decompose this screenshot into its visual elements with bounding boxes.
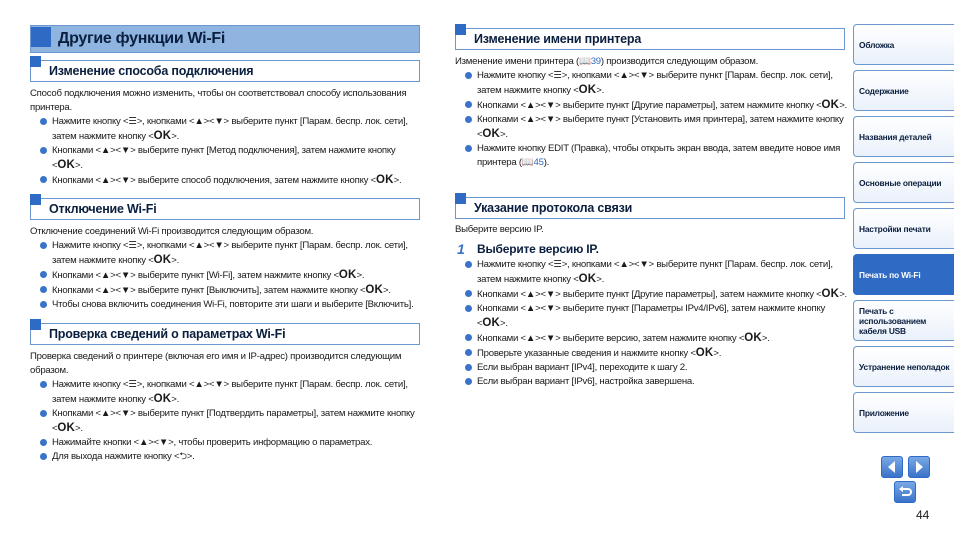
section-title-change-method: Изменение способа подключения xyxy=(30,60,420,82)
bullet-text: >. xyxy=(761,333,770,344)
step-heading: 1 Выберите версию IP. xyxy=(457,241,599,257)
page-ref-link[interactable]: 📖45 xyxy=(521,157,544,168)
nav-tab-usb-printing[interactable]: Печать с использованием кабеля USB xyxy=(853,300,954,341)
section-square-icon xyxy=(30,56,41,67)
bullet-dot-icon xyxy=(40,453,47,460)
section-square-icon xyxy=(30,194,41,205)
ok-button-label: OK xyxy=(153,393,172,405)
page-number: 44 xyxy=(916,508,930,522)
nav-tab-part-names[interactable]: Названия деталей xyxy=(853,116,954,157)
bullet-item xyxy=(455,346,847,361)
bullet-text: Кнопками <▲><▼> выберите версию, затем нажмите кнопку < xyxy=(477,333,745,344)
nav-tab-appendix[interactable]: Приложение xyxy=(853,392,954,433)
bullet-dot-icon xyxy=(465,364,472,371)
bullet-text: Нажмите кнопку < xyxy=(477,70,554,81)
bullet-text: Кнопками <▲><▼> выберите способ подключения, затем нажмите кнопку < xyxy=(52,175,376,186)
bullet-text: >, кнопками <▲><▼> выберите пункт [Парам. беспр. лок. сети], затем нажмите кнопку < xyxy=(52,116,408,142)
bullet-item xyxy=(30,436,422,450)
section-square-icon xyxy=(30,319,41,330)
section-square-icon xyxy=(455,193,466,204)
bullet-text: Кнопками <▲><▼> выберите пункт [Другие параметры], затем нажмите кнопку < xyxy=(477,100,822,111)
bullet-text: >. xyxy=(500,129,508,140)
menu-button-icon: ☰ xyxy=(128,240,137,251)
bullet-dot-icon xyxy=(40,176,47,183)
bullet-item xyxy=(455,142,847,170)
nav-tab-basic-operations[interactable]: Основные операции xyxy=(853,162,954,203)
ok-button-label: OK xyxy=(57,422,76,434)
bullet-dot-icon xyxy=(40,439,47,446)
ok-button-label: OK xyxy=(365,284,384,296)
bullet-text: >. xyxy=(839,100,847,111)
bullet-text: >. xyxy=(500,318,508,329)
section-square-icon xyxy=(455,24,466,35)
page-title xyxy=(30,25,420,53)
bullet-text: Если выбран вариант [IPv6], настройка завершена. xyxy=(477,376,695,387)
bullet-text: >. xyxy=(596,274,605,285)
return-button[interactable] xyxy=(894,481,916,503)
ok-button-label: OK xyxy=(153,130,172,142)
menu-button-icon: ☰ xyxy=(128,379,137,390)
bullet-item xyxy=(30,144,422,173)
ok-button-label: OK xyxy=(482,317,501,329)
bullet-dot-icon xyxy=(40,147,47,154)
bullet-text: >. xyxy=(356,270,365,281)
bullet-text: >. xyxy=(171,255,180,266)
nav-tab-contents[interactable]: Содержание xyxy=(853,70,954,111)
ok-button-label: OK xyxy=(482,128,501,140)
section-body-check-settings xyxy=(30,350,422,464)
section-title-check-settings: Проверка сведений о параметрах Wi-Fi xyxy=(30,323,420,345)
bullet-dot-icon xyxy=(465,349,472,356)
section-intro: Проверка сведений о принтере (включая его имя и IP-адрес) производится следующим образом. xyxy=(30,351,402,376)
bullet-text: >, кнопками <▲><▼> выберите пункт [Парам. беспр. лок. сети], затем нажмите кнопку < xyxy=(477,70,833,96)
bullet-item xyxy=(30,378,422,407)
bullet-list xyxy=(30,378,422,464)
nav-tab-troubleshooting[interactable]: Устранение неполадок xyxy=(853,346,954,387)
bullet-text: Кнопками <▲><▼> выберите пункт [Метод подключения], затем нажмите кнопку < xyxy=(52,145,396,171)
ok-button-label: OK xyxy=(338,269,357,281)
next-page-button[interactable] xyxy=(908,456,930,478)
ok-button-label: OK xyxy=(578,273,597,285)
menu-button-icon: ⮌ xyxy=(179,451,187,462)
bullet-text: Кнопками <▲><▼> выберите пункт [Подтвердить параметры], затем нажмите кнопку < xyxy=(52,408,415,434)
section-body-change-method xyxy=(30,87,422,188)
page-ref-link[interactable]: 📖39 xyxy=(578,56,601,67)
bullet-text: >. xyxy=(75,160,83,171)
bullet-list xyxy=(455,69,847,170)
bullet-dot-icon xyxy=(40,301,47,308)
ok-button-label: OK xyxy=(695,347,714,359)
bullet-text: Кнопками <▲><▼> выберите пункт [Параметры IPv4/IPv6], затем нажмите кнопку < xyxy=(477,303,826,329)
ok-button-label: OK xyxy=(821,99,840,111)
bullet-text: Нажимайте кнопки <▲><▼>, чтобы проверить информацию о параметрах. xyxy=(52,437,373,448)
bullet-text: Чтобы снова включить соединения Wi-Fi, повторите эти шаги и выберите [Включить]. xyxy=(52,299,414,310)
bullet-text: Нажмите кнопку < xyxy=(52,116,129,127)
bullet-dot-icon xyxy=(465,116,472,123)
menu-button-icon: ☰ xyxy=(553,259,562,270)
bullet-text: >. xyxy=(383,285,391,296)
bullet-text: Нажмите кнопку < xyxy=(52,240,129,251)
bullet-dot-icon xyxy=(465,145,472,152)
section-intro: Способ подключения можно изменить, чтобы он соответствовал способу использования принтера. xyxy=(30,88,407,113)
menu-button-icon: ☰ xyxy=(553,70,562,81)
bullet-list xyxy=(30,239,422,312)
bullet-text: >. xyxy=(171,131,180,142)
bullet-item xyxy=(30,173,422,188)
ok-button-label: OK xyxy=(153,254,172,266)
ok-button-label: OK xyxy=(821,288,840,300)
bullet-text: Нажмите кнопку < xyxy=(52,379,129,390)
bullet-dot-icon xyxy=(465,101,472,108)
bullet-dot-icon xyxy=(40,286,47,293)
bullet-text: Кнопками <▲><▼> выберите пункт [Wi-Fi], затем нажмите кнопку < xyxy=(52,270,339,281)
bullet-item xyxy=(30,407,422,436)
bullet-text: >. xyxy=(171,394,180,405)
bullet-item xyxy=(30,268,422,283)
ok-button-label: OK xyxy=(744,332,762,344)
title-square-icon xyxy=(31,27,51,47)
bullet-item xyxy=(30,298,422,312)
bullet-item xyxy=(30,239,422,268)
bullet-item xyxy=(455,98,847,113)
bullet-dot-icon xyxy=(465,261,472,268)
prev-page-button[interactable] xyxy=(881,456,903,478)
bullet-text: Кнопками <▲><▼> выберите пункт [Выключить], затем нажмите кнопку < xyxy=(52,285,366,296)
section-title-rename: Изменение имени принтера xyxy=(455,28,845,50)
bullet-text: >. xyxy=(713,348,722,359)
return-icon xyxy=(895,482,915,502)
bullet-text: Нажмите кнопку EDIT (Правка), чтобы открыть экран ввода, затем введите новое имя принтера ( xyxy=(477,143,841,168)
bullet-text: >. xyxy=(596,85,605,96)
bullet-dot-icon xyxy=(465,334,472,341)
bullet-text: ). xyxy=(543,157,550,168)
section-intro: Изменение имени принтера (📖39) производится следующим образом. xyxy=(455,56,759,67)
section-intro: Отключение соединений Wi-Fi производится следующим образом. xyxy=(30,226,314,237)
bullet-text: >. xyxy=(393,175,402,186)
bullet-item xyxy=(455,258,847,287)
arrow-left-icon xyxy=(882,457,902,477)
bullet-text: >, кнопками <▲><▼> выберите пункт [Парам. беспр. лок. сети], затем нажмите кнопку < xyxy=(52,240,408,266)
bullet-item xyxy=(30,450,422,464)
ok-button-label: OK xyxy=(57,159,76,171)
bullet-text: >, кнопками <▲><▼> выберите пункт [Парам. беспр. лок. сети], затем нажмите кнопку < xyxy=(52,379,408,405)
section-title-disable-wifi: Отключение Wi-Fi xyxy=(30,198,420,220)
section-intro: Выберите версию IP. xyxy=(455,224,544,235)
bullet-text: Если выбран вариант [IPv4], переходите к шагу 2. xyxy=(477,362,688,373)
bullet-text: Для выхода нажмите кнопку < xyxy=(52,451,180,462)
bullet-item xyxy=(30,283,422,298)
section-body-disable-wifi xyxy=(30,225,422,312)
bullet-dot-icon xyxy=(465,72,472,79)
bullet-item xyxy=(455,331,847,346)
bullet-text: Проверьте указанные сведения и нажмите кнопку < xyxy=(477,348,696,359)
bullet-item xyxy=(30,115,422,144)
bullet-dot-icon xyxy=(465,378,472,385)
bullet-text: Кнопками <▲><▼> выберите пункт [Другие параметры], затем нажмите кнопку < xyxy=(477,289,822,300)
bullet-dot-icon xyxy=(465,290,472,297)
section-title-protocol: Указание протокола связи xyxy=(455,197,845,219)
bullet-item xyxy=(455,69,847,98)
ok-button-label: OK xyxy=(375,174,394,186)
bullet-text: >. xyxy=(839,289,847,300)
bullet-item xyxy=(455,287,847,302)
section-body-protocol xyxy=(455,223,847,389)
bullet-text: >. xyxy=(75,423,83,434)
bullet-dot-icon xyxy=(40,410,47,417)
bullet-item xyxy=(455,302,847,331)
bullet-dot-icon xyxy=(40,381,47,388)
bullet-item xyxy=(455,361,847,375)
bullet-dot-icon xyxy=(40,242,47,249)
ok-button-label: OK xyxy=(578,84,597,96)
bullet-dot-icon xyxy=(40,271,47,278)
nav-tab-print-settings[interactable]: Настройки печати xyxy=(853,208,954,249)
menu-button-icon: ☰ xyxy=(128,116,137,127)
bullet-item xyxy=(455,375,847,389)
bullet-dot-icon xyxy=(40,118,47,125)
bullet-item xyxy=(455,113,847,142)
nav-tab-wifi-printing[interactable]: Печать по Wi-Fi xyxy=(853,254,954,295)
bullet-text: >. xyxy=(186,451,195,462)
bullet-dot-icon xyxy=(465,305,472,312)
section-body-rename xyxy=(455,55,847,170)
bullet-list xyxy=(455,258,847,389)
bullet-list xyxy=(30,115,422,188)
nav-tab-cover[interactable]: Обложка xyxy=(853,24,954,65)
bullet-text: Кнопками <▲><▼> выберите пункт [Установить имя принтера], затем нажмите кнопку < xyxy=(477,114,844,140)
bullet-text: >, кнопками <▲><▼> выберите пункт [Парам. беспр. лок. сети], затем нажмите кнопку < xyxy=(477,259,833,285)
arrow-right-icon xyxy=(909,457,929,477)
bullet-text: Нажмите кнопку < xyxy=(477,259,554,270)
page-title-text: Другие функции Wi-Fi xyxy=(58,30,225,47)
